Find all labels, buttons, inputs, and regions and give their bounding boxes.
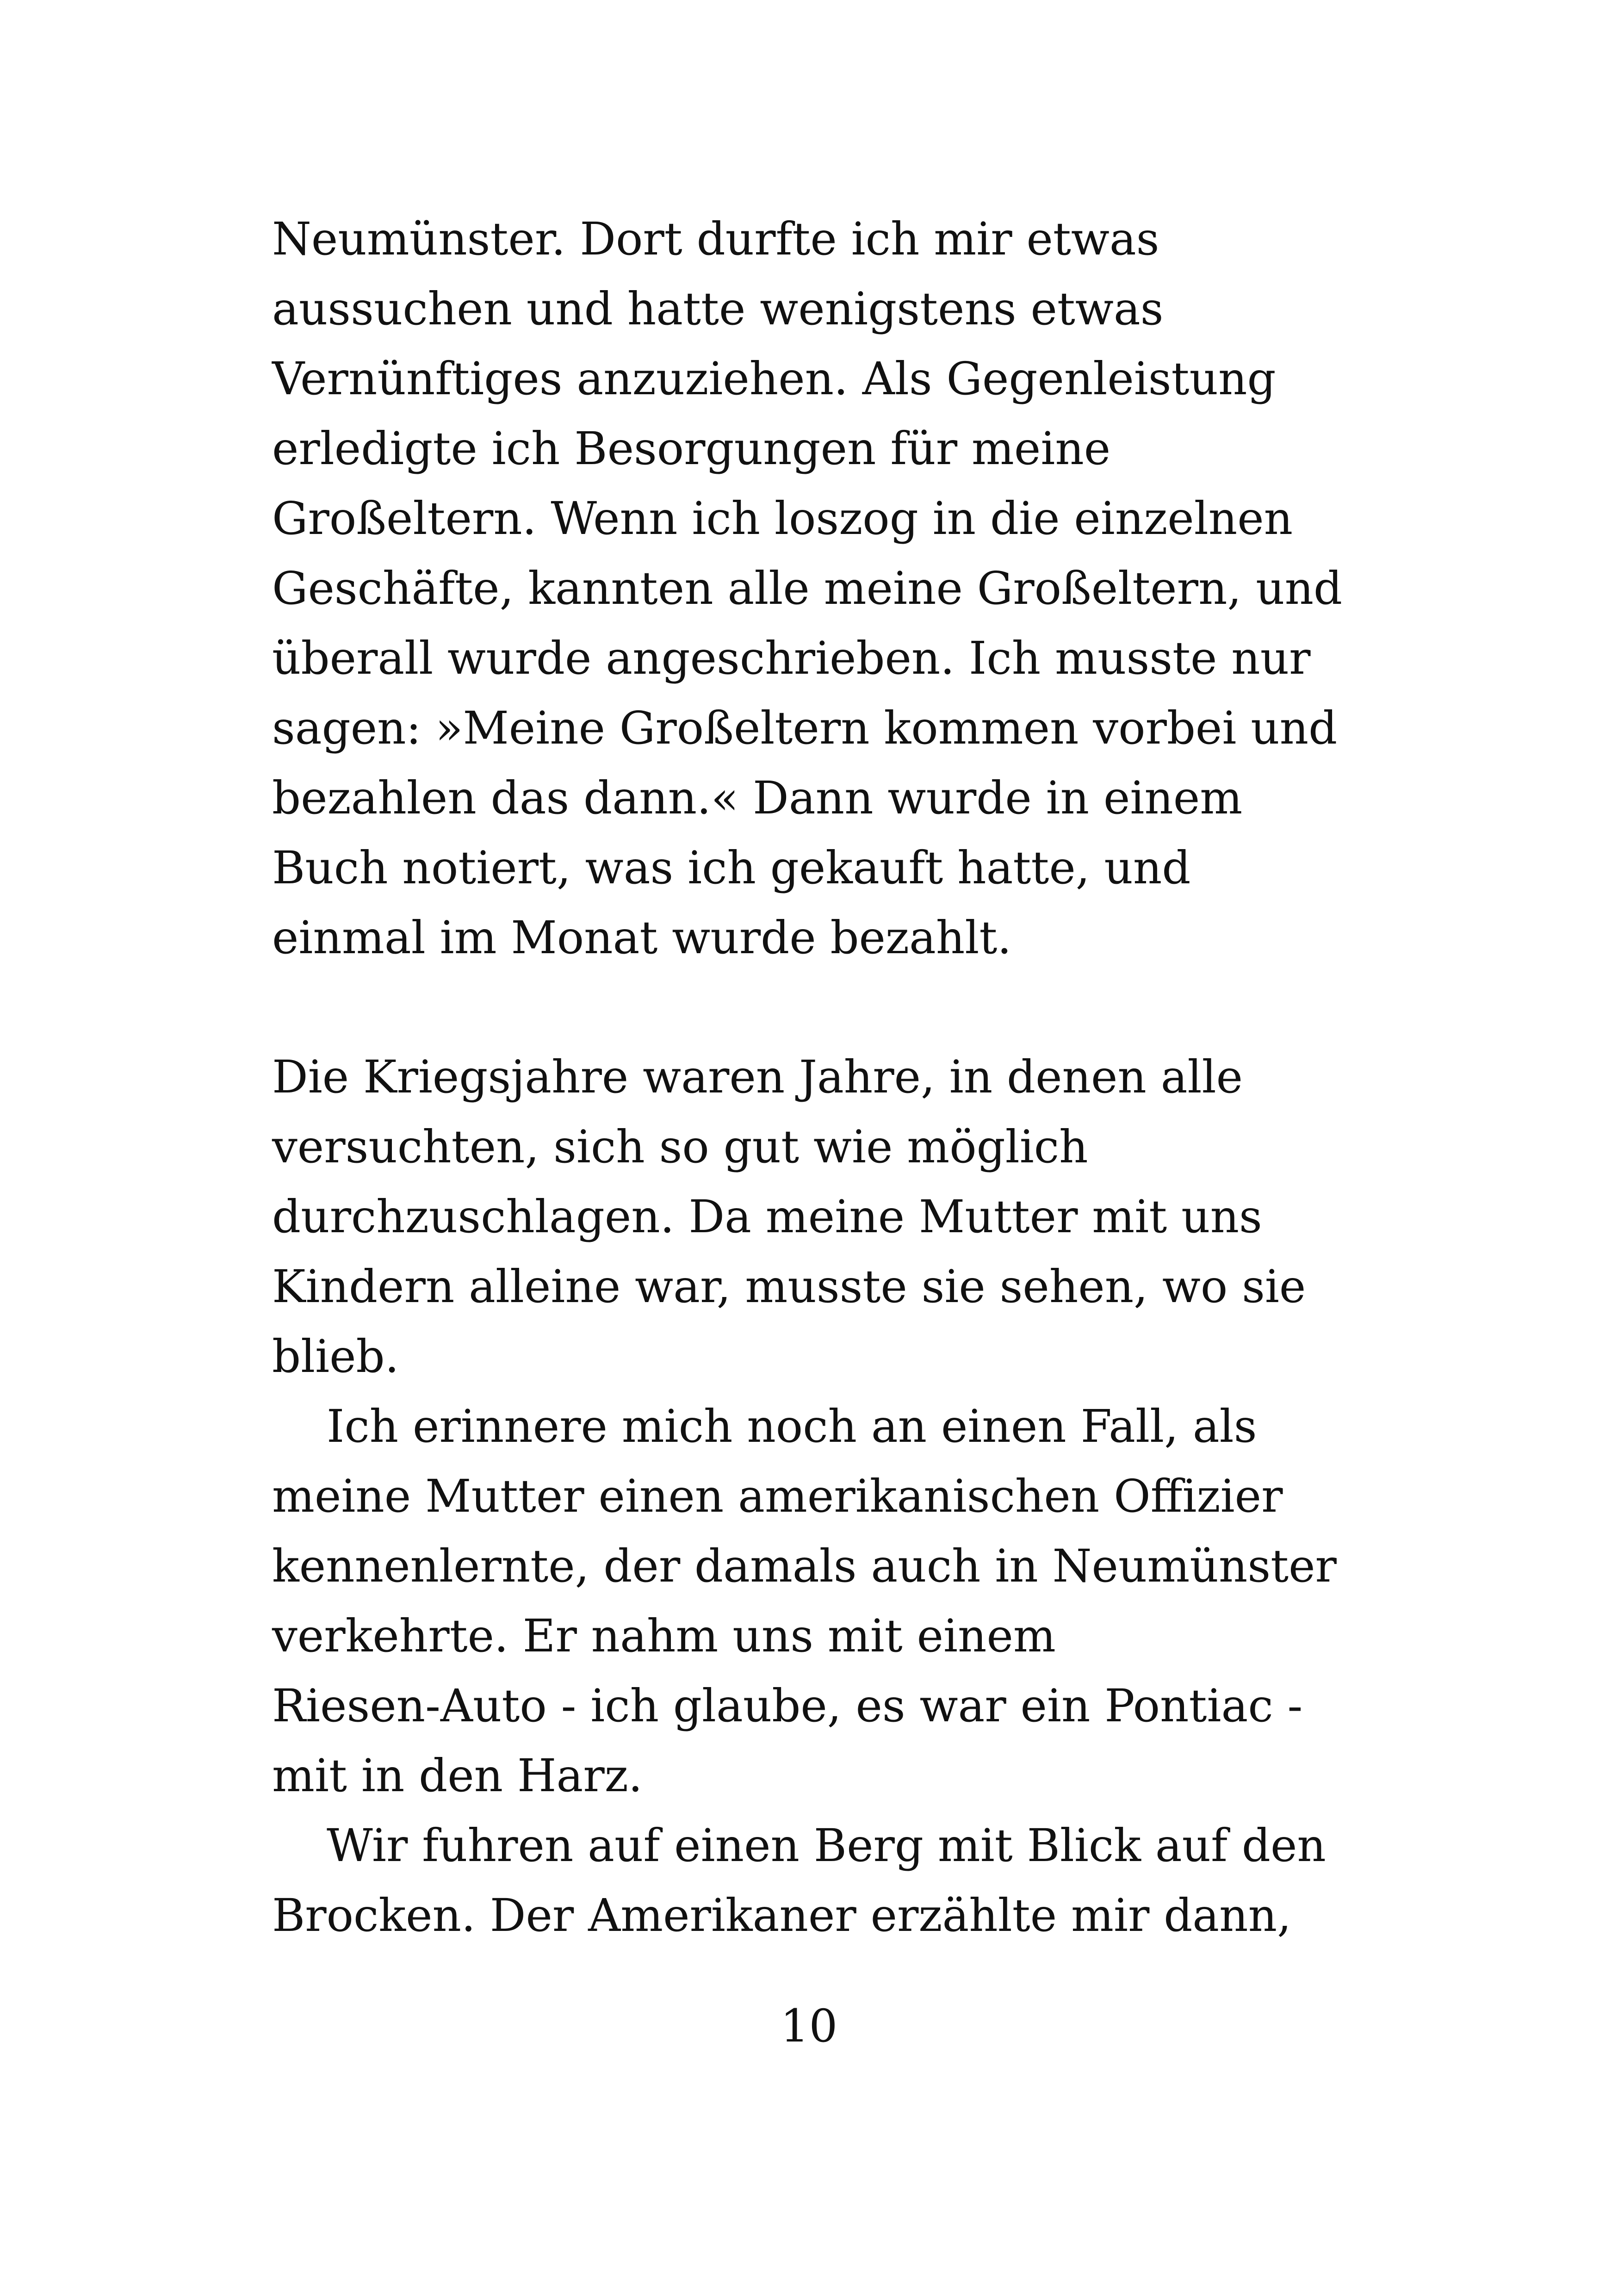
text-line: Neumünster. Dort durfte ich mir etwas (272, 213, 1159, 265)
text-line: bezahlen das dann.« Dann wurde in einem (272, 772, 1243, 824)
text-line: Ich erinnere mich noch an einen Fall, als (327, 1400, 1257, 1452)
text-line: Wir fuhren auf einen Berg mit Blick auf den (327, 1819, 1326, 1872)
text-line: aussuchen und hatte wenigstens etwas (272, 283, 1164, 335)
text-line: versuchten, sich so gut wie möglich (272, 1121, 1088, 1173)
text-line: mit in den Harz. (272, 1750, 643, 1802)
text-line: einmal im Monat wurde bezahlt. (272, 912, 1012, 964)
text-line: Kindern alleine war, musste sie sehen, wo sie (272, 1260, 1306, 1313)
text-line: Vernünftiges anzuziehen. Als Gegenleistung (272, 353, 1276, 405)
text-line: durchzuschlagen. Da meine Mutter mit uns (272, 1191, 1262, 1243)
text-line: kennenlernte, der damals auch in Neumünster (272, 1540, 1337, 1592)
text-line: verkehrte. Er nahm uns mit einem (272, 1610, 1056, 1662)
text-line: überall wurde angeschrieben. Ich musste nur (272, 632, 1311, 684)
text-line: meine Mutter einen amerikanischen Offizier (272, 1470, 1283, 1522)
text-line: blieb. (272, 1330, 399, 1383)
text-line: sagen: »Meine Großeltern kommen vorbei und (272, 702, 1338, 754)
text-line: erledigte ich Besorgungen für meine (272, 422, 1111, 475)
text-line: Buch notiert, was ich gekauft hatte, und (272, 842, 1191, 894)
text-line: Die Kriegsjahre waren Jahre, in denen alle (272, 1051, 1243, 1103)
text-line: Riesen-Auto - ich glaube, es war ein Pontiac - (272, 1680, 1303, 1732)
text-line: Geschäfte, kannten alle meine Großeltern, und (272, 562, 1343, 614)
page-number: 10 (780, 2000, 838, 2052)
text-line: Brocken. Der Amerikaner erzählte mir dann, (272, 1889, 1291, 1942)
text-line: Großeltern. Wenn ich loszog in die einzelnen (272, 492, 1293, 545)
